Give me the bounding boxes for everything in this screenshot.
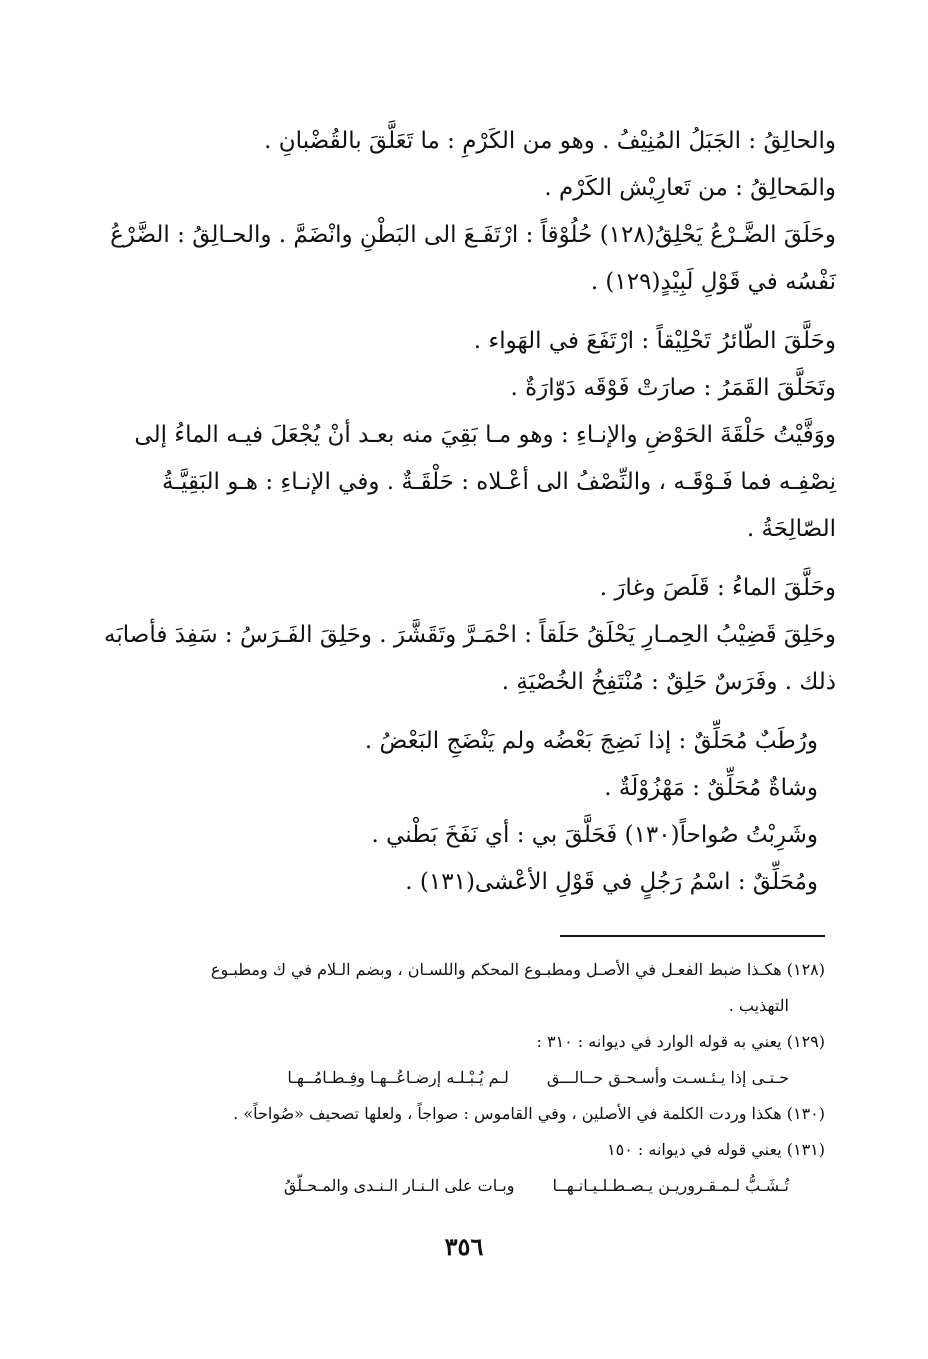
verse-131 [100, 1168, 825, 1204]
paragraph-12: ومُحَلِّقٌ : اسْمُ رَجُلٍ في قَوْلِ الأعْشى(١٣١) . [405, 869, 818, 895]
paragraph-8: وحَلِقَ قَضِيْبُ الحِمـارِ يَحْلَقُ حَلَقاً : احْمَـرَّ وتَقَشَّرَ . وحَلِقَ الفَـرَسُ : سَفِدَ فأصابَه ذلك . وفَرَسٌ حَلِقٌ : مُنْتَفِخُ الخُصْيَةِ . [104, 622, 836, 695]
paragraph-1: والحالِقُ : الجَبَلُ المُنِيْفُ . وهو من الكَرْمِ : ما تَعَلَّقَ بالقُضْبانِ . [264, 128, 836, 154]
main-text [101, 118, 836, 906]
paragraph-2: والمَحالِقُ : من تَعارِيْش الكَرْم . [544, 175, 836, 201]
paragraph-6: ووَفَّيْتُ حَلْقَةَ الحَوْضِ والإنـاءِ : وهو مـا بَقِيَ منه بعـد أنْ يُجْعَلَ فيـه الماءُ إلى نِصْفِـه فما فَـوْقَـه ، والنِّصْفُ الى أعْـلاه : حَلْقَـةٌ . وفي الإنـاءِ : هـو البَقِيَّـةُ الصّالِحَةُ . [134, 422, 836, 542]
footnote-129: (١٢٩) يعني به قوله الوارد في ديوانه : ٣١٠ : [536, 1032, 825, 1051]
footnote-separator [560, 935, 825, 937]
verse-129-first-hemistich: حـتـى إذا يـئـسـت وأسـحـق حــالـــق [546, 1068, 789, 1087]
footnote-128-continuation: التهذيب . [728, 996, 789, 1015]
paragraph-5: وتَحَلَّقَ القَمَرُ : صارَتْ فَوْقَه دَوّارَةٌ . [510, 375, 836, 401]
footnote-130: (١٣٠) هكذا وردت الكلمة في الأصلين ، وفي القاموس : صواجاً ، ولعلها تصحيف «صُواحاً» . [233, 1104, 825, 1123]
paragraph-7: وحَلَّقَ الماءُ : قَلَصَ وغارَ . [599, 575, 836, 601]
footnote-128 [100, 952, 825, 1024]
footnotes [100, 952, 825, 1204]
verse-129 [100, 1060, 825, 1096]
paragraph-9: ورُطَبٌ مُحَلِّقٌ : إذا نَضِجَ بَعْضُه ولم يَنْضَجِ البَعْضُ . [364, 728, 818, 754]
footnote-131: (١٣١) يعني قوله في ديوانه : ١٥٠ [607, 1140, 825, 1159]
page-number: ٣٥٦ [444, 1232, 484, 1261]
verse-131-first-hemistich: تُـشَـبُّ لـمـقـروريـن يـصـطـلـيـانـهــا [552, 1176, 789, 1195]
footnote-128-text: (١٢٨) هكـذا ضبط الفعـل في الأصـل ومطبـوع المحكم واللسـان ، وبضم الـلام في ك ومطبـوع [210, 960, 825, 979]
paragraph-10: وشاةٌ مُحَلِّقٌ : مَهْزُوْلَةٌ . [604, 775, 818, 801]
paragraph-4: وحَلَّقَ الطّائرُ تَحْلِيْقاً : ارْتَفَعَ في الهَواء . [473, 328, 836, 354]
verse-129-second-hemistich: لـم يُـبْـلـه إرضـاعُــهـا وفِـطـامُــهـا [287, 1068, 509, 1087]
verse-131-second-hemistich: وبـات على الـنـار الـنـدى والمـحـلّقُ [283, 1176, 515, 1195]
paragraph-3: وحَلَقَ الضَّـرْعُ يَحْلِقُ(١٢٨) حُلُوْقاً : ارْتَفَـعَ الى البَطْنِ وانْضَمَّ . والحـالِقُ : الضَّرْعُ نَفْسُه في قَوْلِ لَبِيْدٍ(١٢٩) . [110, 222, 836, 295]
paragraph-11: وشَرِبْتُ صُواحاً(١٣٠) فَحَلَّقَ بي : أي نَفَخَ بَطْني . [371, 822, 818, 848]
